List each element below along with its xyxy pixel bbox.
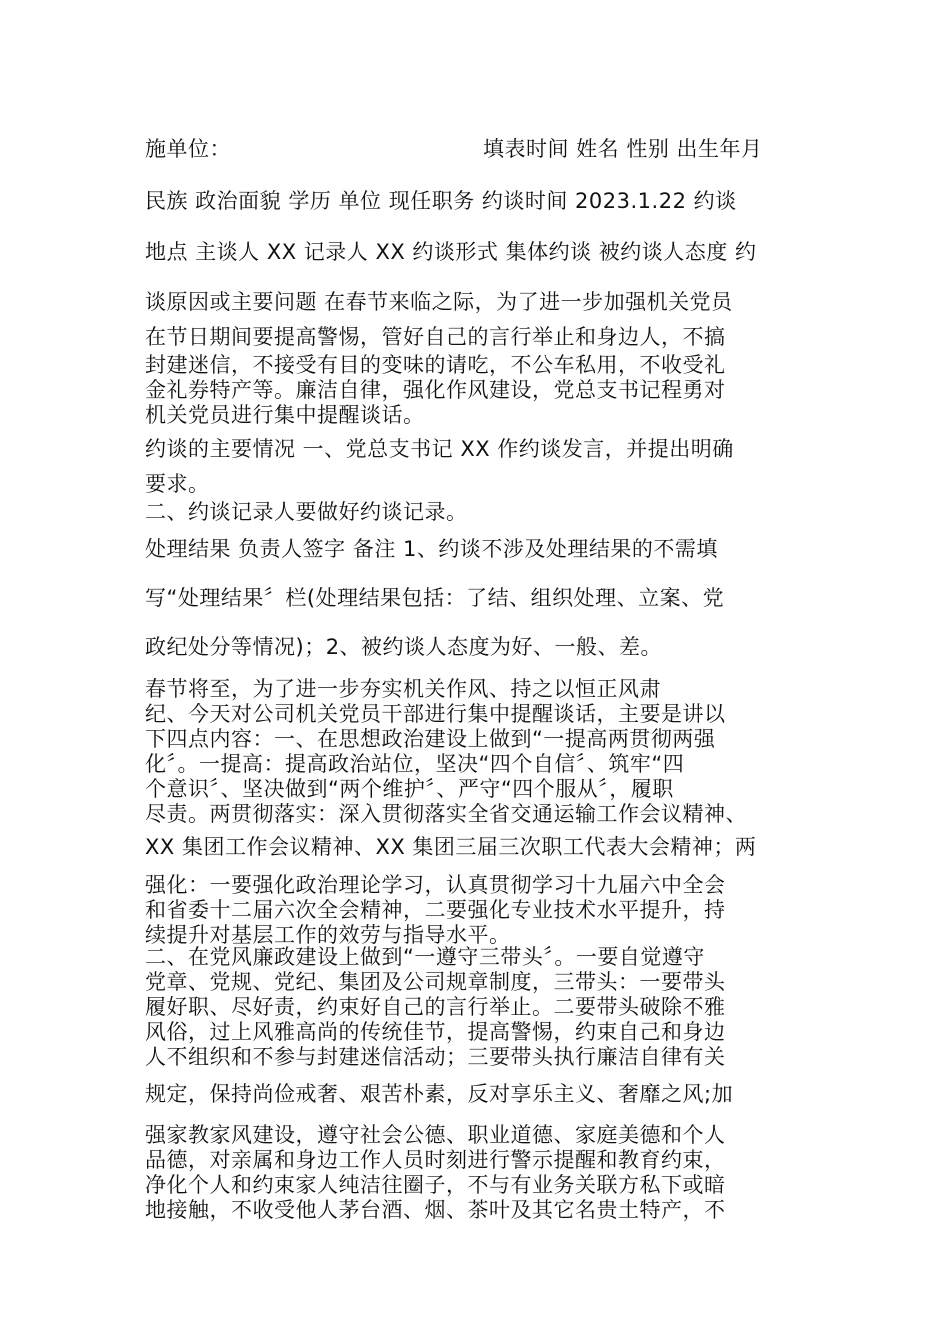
reason-line: 在节日期间要提高警惕，管好自己的言行举止和身边人，不搞	[145, 325, 726, 349]
speech-line: 强化：一要强化政治理论学习，认真贯彻学习十九届六中全会	[145, 873, 726, 897]
speech-line: 地接触，不收受他人茅台酒、烟、茶叶及其它名贵土特产，不	[145, 1198, 726, 1222]
form-row: 地点 主谈人 XX 记录人 XX 约谈形式 集体约谈 被约谈人态度 约	[145, 240, 757, 264]
reason-line: 封建迷信，不接受有目的变味的请吃，不公车私用，不收受礼	[145, 353, 726, 377]
speech-line: 化〞。一提高：提高政治站位，坚决“四个自信〞、筑牢“四	[145, 752, 685, 776]
reason-line: 机关党员进行集中提醒谈话。	[145, 403, 425, 427]
speech-line: 尽责。两贯彻落实：深入贯彻落实全省交通运输工作会议精神、	[145, 802, 747, 826]
result-line: 处理结果 负责人签字 备注 1、约谈不涉及处理结果的不需填	[145, 537, 718, 561]
result-line: 写“处理结果〞栏(处理结果包括：了结、组织处理、立案、党	[145, 586, 725, 610]
form-header-fields: 填表时间 姓名 性别 出生年月	[483, 137, 763, 161]
situation-line: 要求。	[145, 472, 210, 496]
speech-line: 品德，对亲属和身边工作人员时刻进行警示提醒和教育约束，	[145, 1148, 726, 1172]
speech-line: 二、在党风廉政建设上做到“一遵守三带头〞。一要自觉遵守	[145, 945, 705, 969]
speech-line: 强家教家风建设，遵守社会公德、职业道德、家庭美德和个人	[145, 1123, 726, 1147]
speech-line: XX 集团工作会议精神、XX 集团三届三次职工代表大会精神；两	[145, 835, 757, 859]
result-line: 政纪处分等情况)；2、被约谈人态度为好、一般、差。	[145, 635, 663, 659]
situation-line: 约谈的主要情况 一、党总支书记 XX 作约谈发言，并提出明确	[145, 437, 734, 461]
speech-line: 和省委十二届六次全会精神，二要强化专业技术水平提升，持	[145, 898, 726, 922]
speech-line: 人不组织和不参与封建迷信活动；三要带头执行廉洁自律有关	[145, 1045, 726, 1069]
speech-line: 个意识〞、坚决做到“两个维护〞、严守“四个服从〞，履职	[145, 777, 674, 801]
speech-line: 党章、党规、党纪、集团及公司规章制度，三带头：一要带头	[145, 970, 726, 994]
form-row: 民族 政治面貌 学历 单位 现任职务 约谈时间 2023.1.22 约谈	[145, 189, 737, 213]
unit-label: 施单位：	[145, 137, 231, 161]
speech-line: 净化个人和约束家人纯洁往圈子，不与有业务关联方私下或暗	[145, 1173, 726, 1197]
reason-line: 金礼券特产等。廉洁自律，强化作风建设，党总支书记程勇对	[145, 378, 726, 402]
speech-line: 纪、今天对公司机关党员干部进行集中提醒谈话，主要是讲以	[145, 702, 726, 726]
speech-line: 下四点内容：一、在思想政治建设上做到“一提高两贯彻两强	[145, 727, 716, 751]
speech-line: 风俗，过上风雅高尚的传统佳节，提高警惕，约束自己和身边	[145, 1020, 726, 1044]
speech-line: 春节将至，为了进一步夯实机关作风、持之以恒正风肃	[145, 677, 661, 701]
speech-line: 续提升对基层工作的效劳与指导水平。	[145, 923, 511, 947]
form-row: 谈原因或主要问题 在春节来临之际，为了进一步加强机关党员	[145, 290, 733, 314]
speech-line: 规定，保持尚俭戒奢、艰苦朴素，反对享乐主义、奢靡之风;加	[145, 1082, 734, 1106]
speech-line: 履好职、尽好责，约束好自己的言行举止。二要带头破除不雅	[145, 995, 726, 1019]
situation-line: 二、约谈记录人要做好约谈记录。	[145, 500, 468, 524]
